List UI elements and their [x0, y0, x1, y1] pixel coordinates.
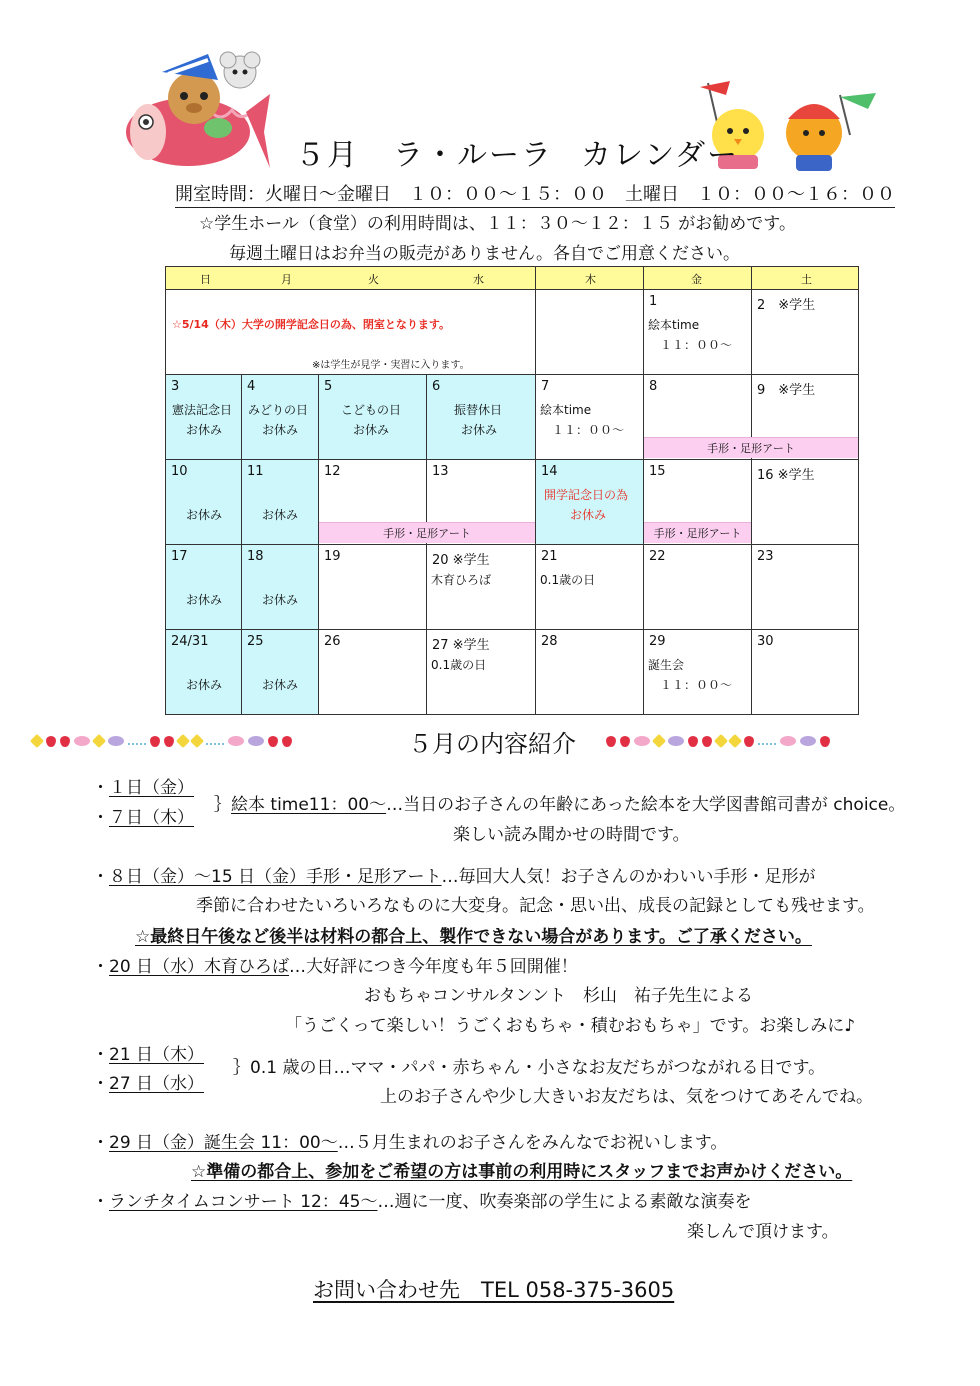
day-number: 24/31 — [171, 634, 209, 649]
day-cell-7 — [535, 374, 644, 460]
weekday-sat: 土 — [801, 273, 812, 286]
day-cell-18 — [241, 544, 319, 630]
event-time: １１：００～ — [552, 423, 625, 437]
brace: ｝ — [214, 795, 231, 815]
strawberry-icon — [282, 736, 292, 747]
contact-info: お問い合わせ先 TEL 058-375-3605 — [313, 1278, 675, 1302]
strawberry-icon — [268, 736, 278, 747]
mokuiku-description — [92, 952, 578, 977]
day-number: 10 — [171, 464, 188, 479]
weekday-header-sun-wed — [165, 266, 536, 290]
flower-icon — [190, 734, 204, 748]
event-anniversary: 開学記念日の為 — [544, 488, 629, 502]
ehon-date-thu: ７日（木） — [109, 808, 194, 828]
event-closed: お休み — [570, 508, 607, 522]
week1-notice-cell — [165, 289, 536, 375]
day-cell-3 — [165, 374, 242, 460]
bullet: ・ — [92, 778, 109, 798]
candy-icon — [74, 736, 90, 746]
event-closed: お休み — [262, 423, 299, 437]
ehon-heading: 絵本 time11：00～ — [231, 795, 387, 815]
weekday-thu: 木 — [585, 273, 596, 286]
strawberry-icon — [164, 736, 174, 747]
day-number: 11 — [247, 464, 264, 479]
day-cell-6 — [426, 374, 536, 460]
lunch-desc: …週に一度、吹奏楽部の学生による素敵な演奏を — [377, 1192, 752, 1212]
baby-description — [233, 1053, 825, 1078]
event-closed: お休み — [262, 593, 299, 607]
day-number: 15 — [649, 464, 666, 479]
flower-icon — [30, 734, 44, 748]
day-number: 14 — [541, 464, 558, 479]
day-number: 25 — [247, 634, 264, 649]
art-event-bar: 手形・足形アート — [644, 522, 751, 543]
event-ehon: 絵本time — [540, 403, 592, 417]
day-number: 22 — [649, 549, 666, 564]
bento-note: 毎週土曜日はお弁当の販売がありません。各自でご用意ください。 — [229, 244, 741, 264]
day-cell-20 — [426, 544, 536, 630]
day-cell-1 — [643, 289, 752, 375]
day-number: 7 — [541, 379, 550, 394]
event-baby-day: 0.1歳の日 — [540, 573, 596, 587]
flower-icon — [714, 734, 728, 748]
weekday-fri: 金 — [691, 273, 702, 286]
bullet: ・ — [92, 1192, 109, 1212]
event-time: １１：００～ — [660, 338, 733, 352]
art-desc-2: 季節に合わせたいろいろなものに大変身。記念・思い出、成長の記録としても残せます。 — [196, 896, 875, 916]
event-closed: お休み — [186, 678, 223, 692]
day-number: 30 — [757, 634, 774, 649]
ribbon-icon — [206, 737, 224, 745]
ribbon-icon — [128, 737, 146, 745]
strawberry-garland-right — [606, 731, 830, 751]
day-number: 23 — [757, 549, 774, 564]
mokuiku-desc: …大好評につき今年度も年５回開催！ — [289, 957, 578, 977]
event-closed: お休み — [262, 508, 299, 522]
event-baby-day: 0.1歳の日 — [431, 658, 487, 672]
strawberry-icon — [46, 736, 56, 747]
day-number: 13 — [432, 464, 449, 479]
lunch-desc-2: 楽しんで頂けます。 — [687, 1222, 839, 1242]
ehon-desc: …当日のお子さんの年齢にあった絵本を大学図書館司書が choice。 — [386, 795, 906, 815]
day-number: 29 — [649, 634, 666, 649]
day-cell-17 — [165, 544, 242, 630]
day-cell-22 — [643, 544, 752, 630]
lunch-description — [92, 1187, 751, 1212]
calendar — [165, 266, 859, 715]
flower-icon — [652, 734, 666, 748]
bow-icon — [248, 736, 264, 746]
day-cell-5 — [318, 374, 427, 460]
birthday-desc: …５月生まれのお子さんをみんなでお祝いします。 — [337, 1133, 728, 1153]
strawberry-icon — [606, 736, 616, 747]
event-holiday-name: 憲法記念日 — [172, 403, 233, 417]
event-closed: お休み — [186, 593, 223, 607]
birthday-warning: ☆準備の都合上、参加をご希望の方は事前の利用時にスタッフまでお声かけください。 — [191, 1162, 853, 1182]
art-warning: ☆最終日午後など後半は材料の都合上、製作できない場合があります。ご了承ください。 — [135, 927, 812, 947]
event-closed: お休み — [186, 423, 223, 437]
weekday-header-fri — [643, 266, 752, 290]
baby-desc: 0.1 歳の日…ママ・パパ・赤ちゃん・小さなお友だちがつながれる日です。 — [250, 1058, 826, 1078]
flower-icon — [176, 734, 190, 748]
day-number: 4 — [247, 379, 256, 394]
baby-date-1 — [92, 1040, 204, 1065]
day-number: 26 — [324, 634, 341, 649]
title-month: ５月 — [295, 138, 359, 173]
art-event-bar: 手形・足形アート — [319, 522, 535, 543]
weekday-sun: 日 — [200, 273, 211, 286]
day-number: 17 — [171, 549, 188, 564]
bullet: ・ — [92, 1133, 109, 1153]
koinobori-mascot-illustration — [118, 50, 278, 175]
day-cell-26 — [318, 629, 427, 715]
ehon-desc-2: 楽しい読み聞かせの時間です。 — [453, 825, 690, 845]
opening-hours: 開室時間：火曜日～金曜日 １０：００～１５：００ 土曜日 １０：００～１６：００ — [175, 180, 895, 208]
day-cell — [535, 289, 644, 375]
closed-notice: ☆5/14（木）大学の開学記念日の為、閉室となります。 — [172, 318, 450, 331]
section-title: ５月の内容紹介 — [408, 730, 576, 758]
event-ehon: 絵本time — [648, 318, 700, 332]
art-desc: …毎回大人気！お子さんのかわいい手形・足形が — [441, 867, 816, 887]
day-number: 16 ※学生 — [757, 468, 815, 483]
bow-icon — [108, 736, 124, 746]
ehon-description — [214, 790, 905, 815]
day-cell-28 — [535, 629, 644, 715]
bullet: ・ — [92, 957, 109, 977]
candy-icon — [780, 736, 796, 746]
day-cell-16 — [751, 459, 859, 545]
strawberry-icon — [688, 736, 698, 747]
ehon-date-fri: １日（金） — [109, 778, 194, 798]
event-birthday: 誕生会 — [648, 658, 685, 672]
event-closed: お休み — [186, 508, 223, 522]
art-event-bar: 手形・足形アート — [644, 437, 858, 458]
day-cell-29 — [643, 629, 752, 715]
weekday-header-sat — [751, 266, 859, 290]
day-number: 20 ※学生 — [432, 553, 490, 568]
day-number: 3 — [171, 379, 180, 394]
bow-icon — [800, 736, 816, 746]
event-closed: お休み — [461, 423, 498, 437]
weekday-wed: 水 — [473, 273, 484, 286]
strawberry-icon — [702, 736, 712, 747]
day-cell-10 — [165, 459, 242, 545]
day-cell-27 — [426, 629, 536, 715]
bullet: ・ — [92, 808, 109, 828]
strawberry-icon — [60, 736, 70, 747]
day-number: 5 — [324, 379, 333, 394]
baby-date-wed: 27 日（水） — [109, 1074, 205, 1094]
lunch-heading: ランチタイムコンサート 12：45～ — [109, 1192, 378, 1212]
ehon-date-1 — [92, 773, 194, 798]
event-holiday-name: 振替休日 — [454, 403, 503, 417]
event-time: １１：００～ — [660, 678, 733, 692]
candy-icon — [634, 736, 650, 746]
strawberry-garland-left — [32, 731, 292, 751]
strawberry-icon — [820, 736, 830, 747]
day-number: 8 — [649, 379, 658, 394]
day-number: 2 ※学生 — [757, 298, 816, 313]
day-cell-24-31 — [165, 629, 242, 715]
day-number: 12 — [324, 464, 341, 479]
mokuiku-desc-2: おもちゃコンサルタンント 杉山 祐子先生による — [364, 986, 754, 1006]
day-number: 28 — [541, 634, 558, 649]
event-holiday-name: こどもの日 — [341, 403, 402, 417]
day-number: 21 — [541, 549, 558, 564]
strawberry-icon — [620, 736, 630, 747]
baby-desc-2: 上のお子さんや少し大きいお友だちは、気をつけてあそんでね。 — [380, 1087, 873, 1107]
day-number: 9 ※学生 — [757, 383, 816, 398]
bullet: ・ — [92, 1074, 109, 1094]
day-cell-25 — [241, 629, 319, 715]
brace: ｝ — [233, 1058, 250, 1078]
day-cell-19 — [318, 544, 427, 630]
baby-date-2 — [92, 1069, 204, 1094]
weekday-header-thu — [535, 266, 644, 290]
day-cell-14 — [535, 459, 644, 545]
day-number: 6 — [432, 379, 441, 394]
art-description — [92, 862, 816, 887]
bullet: ・ — [92, 1045, 109, 1065]
art-heading: ８日（金）～15 日（金）手形・足形アート — [109, 867, 442, 887]
strawberry-icon — [744, 736, 754, 747]
day-number: 27 ※学生 — [432, 638, 490, 653]
title-name: ラ・ルーラ — [393, 138, 553, 173]
weekday-mon: 月 — [281, 273, 292, 286]
mokuiku-desc-3: 「うごくって楽しい！うごくおもちゃ・積むおもちゃ」です。お楽しみに♪ — [285, 1016, 856, 1036]
day-cell-11 — [241, 459, 319, 545]
bullet: ・ — [92, 867, 109, 887]
day-number: 19 — [324, 549, 341, 564]
flower-icon — [92, 734, 106, 748]
weekday-tue: 火 — [368, 273, 379, 286]
event-closed: お休み — [353, 423, 390, 437]
birthday-description — [92, 1128, 727, 1153]
baby-date-thu: 21 日（木） — [109, 1045, 205, 1065]
flower-icon — [728, 734, 742, 748]
student-notice: ※は学生が見学・実習に入ります。 — [312, 360, 470, 371]
title-word: カレンダー — [581, 138, 740, 173]
day-cell-30 — [751, 629, 859, 715]
hall-note: ☆学生ホール（食堂）の利用時間は、１１：３０～１２：１５ がお勧めです。 — [199, 214, 796, 234]
day-number: 18 — [247, 549, 264, 564]
day-cell-4 — [241, 374, 319, 460]
bow-icon — [668, 736, 684, 746]
mokuiku-heading: 20 日（水）木育ひろば — [109, 957, 290, 977]
strawberry-icon — [150, 736, 160, 747]
event-closed: お休み — [262, 678, 299, 692]
day-cell-21 — [535, 544, 644, 630]
event-mokuiku: 木育ひろば — [431, 573, 492, 587]
day-cell-2 — [751, 289, 859, 375]
candy-icon — [228, 736, 244, 746]
day-number: 1 — [649, 294, 658, 309]
day-cell-23 — [751, 544, 859, 630]
birthday-heading: 29 日（金）誕生会 11：00～ — [109, 1133, 338, 1153]
ribbon-icon — [758, 737, 776, 745]
event-holiday-name: みどりの日 — [248, 403, 309, 417]
page-title — [295, 130, 739, 174]
ehon-date-2 — [92, 803, 194, 828]
